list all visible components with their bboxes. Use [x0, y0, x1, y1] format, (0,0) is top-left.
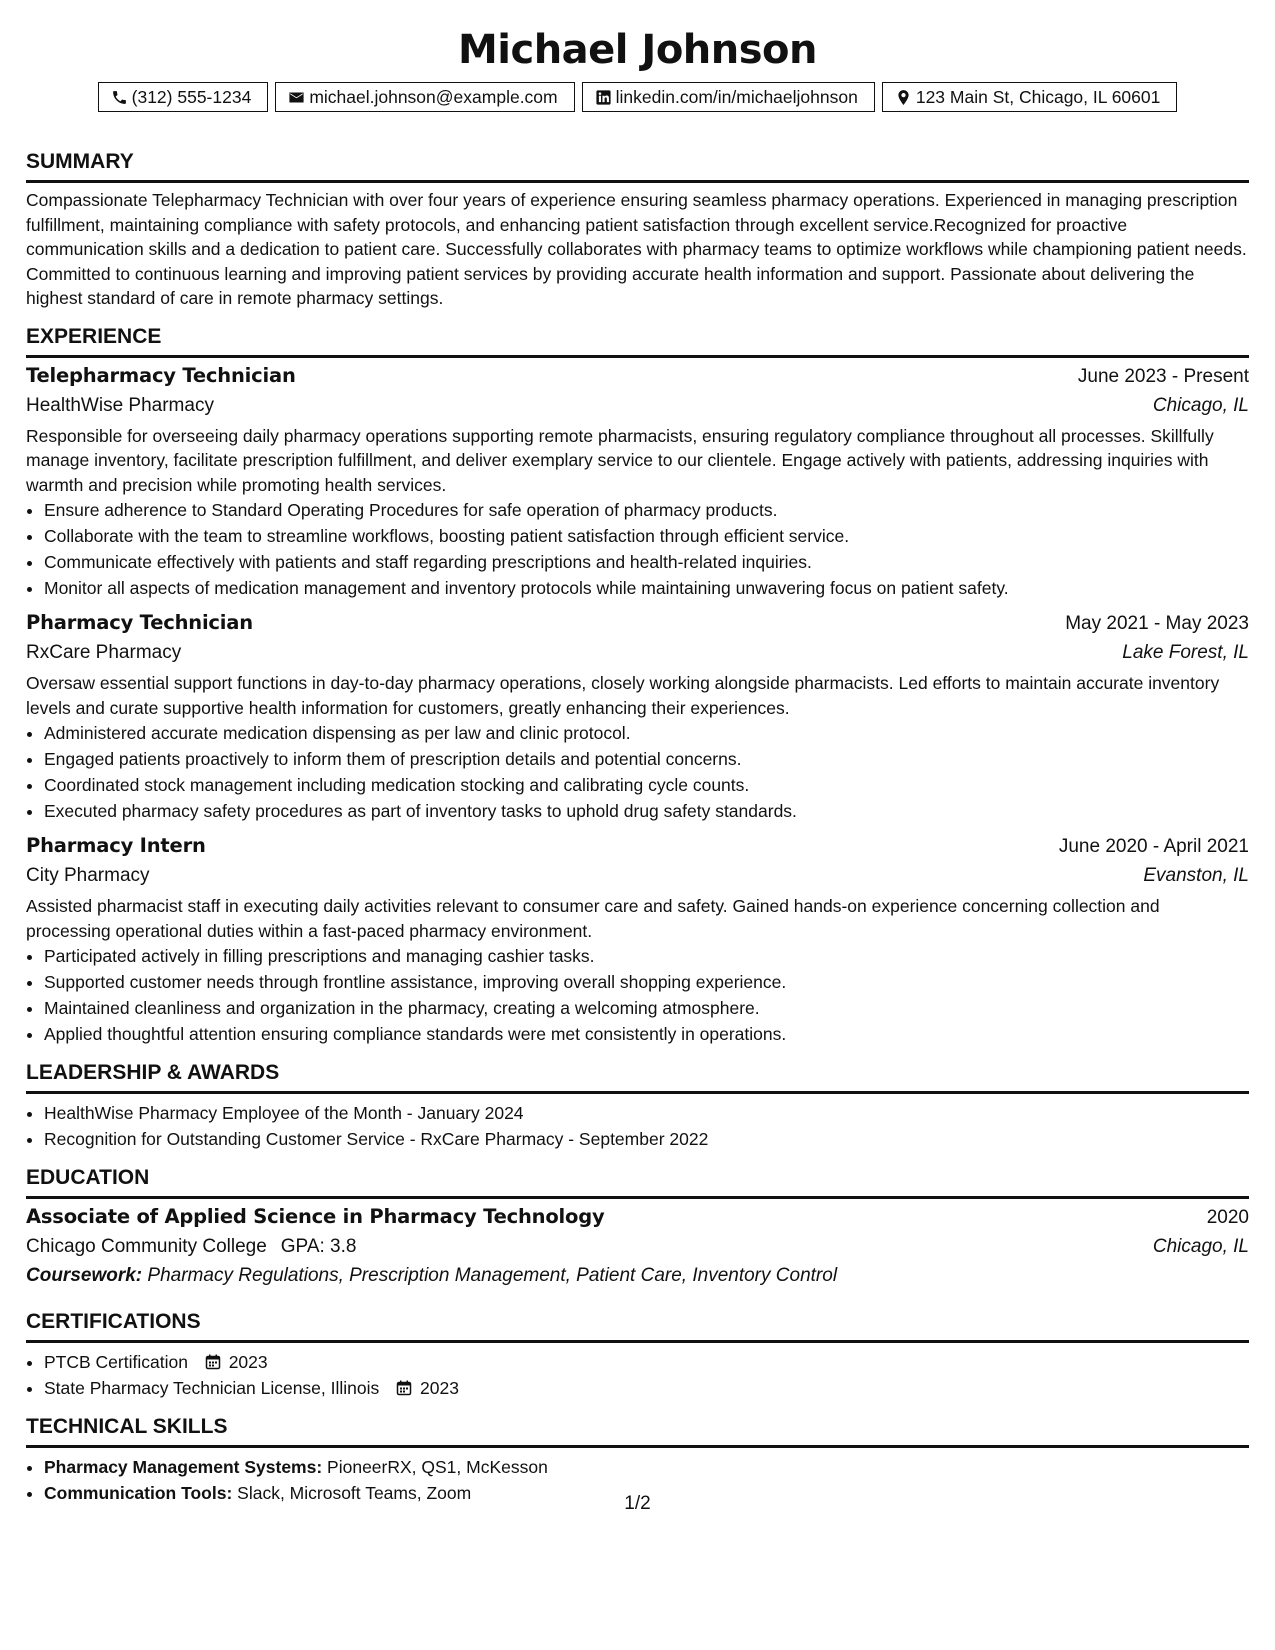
- certification-name: State Pharmacy Technician License, Illinois: [44, 1378, 380, 1398]
- job-entry: [26, 362, 1249, 602]
- list-item: [44, 1454, 1249, 1480]
- education-section: [26, 1166, 1249, 1290]
- job-dates: June 2020 - April 2021: [1058, 836, 1249, 857]
- job-entry: [26, 609, 1249, 824]
- job-description: Oversaw essential support functions in day-to-day pharmacy operations, closely working alongside pharmacists. Led efforts to maintain accurate inventory levels and curate supportive health information for customers, greatly enhancing their experiences.: [26, 673, 1220, 718]
- list-item: • Ensure adherence to Standard Operating Procedures for safe operation of pharmacy products.: [44, 497, 1249, 523]
- contact-email[interactable]: [275, 82, 574, 112]
- section-title-skills: TECHNICAL SKILLS: [26, 1415, 1249, 1448]
- section-title-education: EDUCATION: [26, 1166, 1249, 1199]
- summary-text: Compassionate Telepharmacy Technician with over four years of experience ensuring seamless pharmacy operations. Experienced in managing prescription fulfillment, maintaining compliance with safety protocols, and enhancing patient satisfaction through excellent service.Recognized for proactive communication skills and a dedication to patient care. Successfully collaborates with pharmacy teams to optimize workflows while championing patient needs. Committed to continuous learning and improving patient services by providing accurate health information and support. Passionate about delivering the highest standard of care in remote pharmacy settings.: [26, 190, 1247, 308]
- job-bullets: [26, 943, 1249, 1047]
- summary-section: [26, 150, 1249, 311]
- job-description: Responsible for overseeing daily pharmacy operations supporting remote pharmacists, ensuring regulatory compliance throughout all processes. Skillfully manage inventory, facilitate prescription fulfillment, and deliver exemplary service to our clientele. Engage actively with patients, addressing inquiries with warmth and precision while promoting health services.: [26, 425, 1214, 495]
- phone-text: (312) 555-1234: [131, 87, 252, 107]
- list-item: • Executed pharmacy safety procedures as part of inventory tasks to uphold drug safety standards.: [44, 798, 1249, 824]
- coursework: [26, 1262, 1249, 1290]
- list-item: • Administered accurate medication dispensing as per law and clinic protocol.: [44, 720, 1249, 746]
- contact-address[interactable]: [882, 82, 1178, 112]
- certification-year: 2023: [228, 1352, 268, 1372]
- job-dates: May 2021 - May 2023: [1065, 613, 1249, 634]
- skill-category: Pharmacy Management Systems:: [44, 1457, 323, 1477]
- phone-icon: [111, 89, 128, 106]
- section-title-awards: LEADERSHIP & AWARDS: [26, 1061, 1249, 1094]
- job-dates: June 2023 - Present: [1077, 365, 1249, 387]
- list-item: • Supported customer needs through frontline assistance, improving overall shopping experience.: [44, 969, 1249, 995]
- job-entry: [26, 832, 1249, 1047]
- job-company: RxCare Pharmacy: [26, 642, 182, 663]
- awards-section: [26, 1061, 1249, 1152]
- candidate-name: Michael Johnson: [457, 27, 818, 73]
- calendar-icon: [205, 1354, 221, 1370]
- school-name: Chicago Community College: [26, 1236, 267, 1257]
- certification-year: 2023: [420, 1378, 459, 1398]
- email-text: michael.johnson@example.com: [309, 87, 558, 107]
- certification-name: PTCB Certification: [44, 1352, 188, 1372]
- job-description: Assisted pharmacist staff in executing daily activities relevant to consumer care and safety. Gained hands-on experience concerning collection and processing operational duties within a fast-paced pharmacy environment.: [26, 896, 1160, 941]
- section-title-summary: SUMMARY: [26, 150, 1249, 183]
- list-item: • HealthWise Pharmacy Employee of the Month - January 2024: [44, 1100, 1249, 1126]
- section-title-experience: EXPERIENCE: [26, 325, 1249, 358]
- job-location: Lake Forest, IL: [1122, 642, 1249, 663]
- school-location: Chicago, IL: [1152, 1236, 1249, 1257]
- coursework-text: Pharmacy Regulations, Prescription Management, Patient Care, Inventory Control: [147, 1265, 838, 1286]
- job-title: Pharmacy Technician: [26, 611, 253, 634]
- list-item: • Monitor all aspects of medication management and inventory protocols while maintaining unwavering focus on patient safety.: [44, 575, 1249, 601]
- job-title: Pharmacy Intern: [26, 834, 206, 857]
- list-item: • Applied thoughtful attention ensuring compliance standards were met consistently in operations.: [44, 1021, 1249, 1047]
- job-company: City Pharmacy: [26, 865, 150, 886]
- resume-page: [26, 0, 1249, 1506]
- list-item: [44, 1349, 1249, 1375]
- linkedin-icon: [595, 89, 612, 106]
- degree-title: Associate of Applied Science in Pharmacy Technology: [26, 1205, 605, 1228]
- section-title-certifications: CERTIFICATIONS: [26, 1310, 1249, 1343]
- list-item: • Collaborate with the team to streamline workflows, boosting patient satisfaction through efficient service.: [44, 523, 1249, 549]
- awards-list: [26, 1100, 1249, 1152]
- certifications-section: [26, 1310, 1249, 1401]
- map-pin-icon: [895, 89, 912, 106]
- list-item: • Engaged patients proactively to inform them of prescription details and potential concerns.: [44, 746, 1249, 772]
- list-item: [44, 1375, 1249, 1401]
- list-item: • Participated actively in filling prescriptions and managing cashier tasks.: [44, 943, 1249, 969]
- experience-section: [26, 325, 1249, 1048]
- contact-phone[interactable]: [98, 82, 269, 112]
- certifications-list: [26, 1349, 1249, 1401]
- job-bullets: [26, 720, 1249, 824]
- job-title: Telepharmacy Technician: [26, 363, 296, 387]
- envelope-icon: [288, 89, 305, 106]
- list-item: • Maintained cleanliness and organization in the pharmacy, creating a welcoming atmosphere.: [44, 995, 1249, 1021]
- coursework-label: Coursework:: [26, 1265, 143, 1286]
- list-item: • Recognition for Outstanding Customer Service - RxCare Pharmacy - September 2022: [44, 1126, 1249, 1152]
- job-bullets: [26, 497, 1249, 601]
- list-item: • Coordinated stock management including medication stocking and calibrating cycle counts.: [44, 772, 1249, 798]
- calendar-icon: [396, 1380, 412, 1396]
- skill-values: Slack, Microsoft Teams, Zoom: [237, 1483, 472, 1503]
- contact-linkedin[interactable]: [582, 82, 875, 112]
- job-location: Chicago, IL: [1152, 394, 1249, 416]
- contact-bar: [26, 82, 1249, 112]
- gpa: GPA: 3.8: [280, 1236, 357, 1257]
- graduation-year: 2020: [1206, 1207, 1249, 1228]
- linkedin-text: linkedin.com/in/michaeljohnson: [615, 87, 858, 107]
- skill-category: Communication Tools:: [44, 1483, 233, 1503]
- page-number: 1/2: [624, 1493, 651, 1514]
- skill-values: PioneerRX, QS1, McKesson: [327, 1457, 548, 1477]
- address-text: 123 Main St, Chicago, IL 60601: [915, 87, 1161, 107]
- job-company: HealthWise Pharmacy: [26, 394, 214, 416]
- job-location: Evanston, IL: [1143, 865, 1249, 886]
- list-item: • Communicate effectively with patients and staff regarding prescriptions and health-related inquiries.: [44, 549, 1249, 575]
